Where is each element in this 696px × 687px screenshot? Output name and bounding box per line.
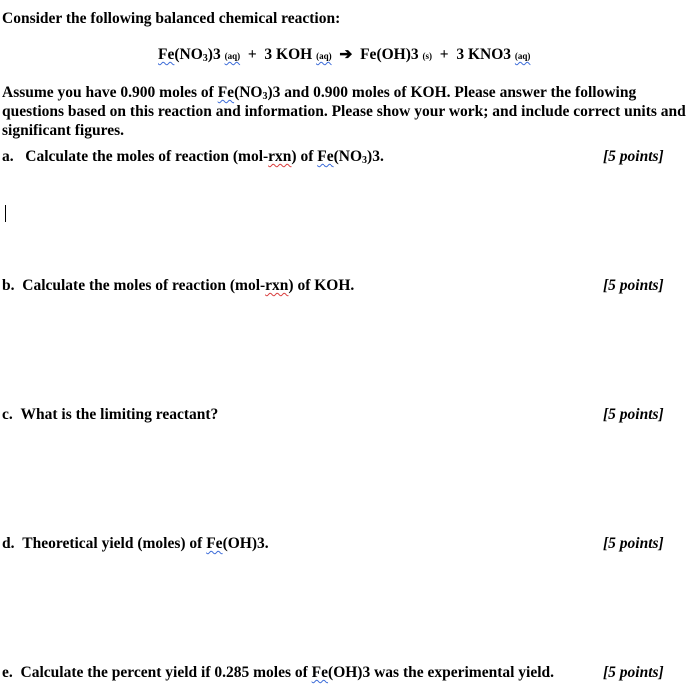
question-a: a. Calculate the moles of reaction (mol-rxn) of $Fe(NO_3)3$. [2, 148, 384, 166]
points-d: [5 points] [603, 535, 664, 552]
points-c: [5 points] [603, 406, 664, 423]
state-s: (s) [422, 51, 433, 61]
points-b: [5 points] [603, 277, 664, 294]
plus-sign-2: + [439, 46, 449, 63]
question-c: c. What is the limiting reactant? [2, 406, 219, 423]
reactant-fe: Fe [158, 46, 175, 63]
state-aq-1: (aq) [224, 51, 241, 61]
reactant-iron-nitrate-rest: $(NO_3)3$ [174, 46, 221, 64]
question-b: b. Calculate the moles of reaction (mol-rxn) of KOH. [2, 277, 355, 294]
plus-sign-1: + [247, 46, 257, 63]
reaction-arrow-icon: ➔ [339, 46, 353, 63]
question-d: d. Theoretical yield (moles) of Fe(OH)3. [2, 535, 269, 552]
product-iron-hydroxide: Fe(OH)3 [360, 46, 419, 63]
product-potassium-nitrate: 3 KNO3 [456, 46, 512, 63]
chemical-equation [158, 47, 530, 63]
points-e: [5 points] [603, 664, 664, 681]
assumption-paragraph: Assume you have 0.900 moles of $Fe(NO_3)3$ and 0.900 moles of KOH. Please answer the following questions based on this reaction and information. Please show your work; and include correct units and significant figures. [2, 84, 686, 139]
reactant-koh: 3 KOH [264, 46, 313, 63]
state-aq-2: (aq) [316, 51, 332, 61]
state-aq-3: (aq) [514, 51, 531, 61]
text-cursor[interactable] [5, 205, 6, 222]
question-e: e. Calculate the percent yield if 0.285 moles of Fe(OH)3 was the experimental yield. [2, 664, 555, 681]
points-a: [5 points] [603, 148, 664, 165]
intro-text: Consider the following balanced chemical reaction: [2, 10, 341, 27]
